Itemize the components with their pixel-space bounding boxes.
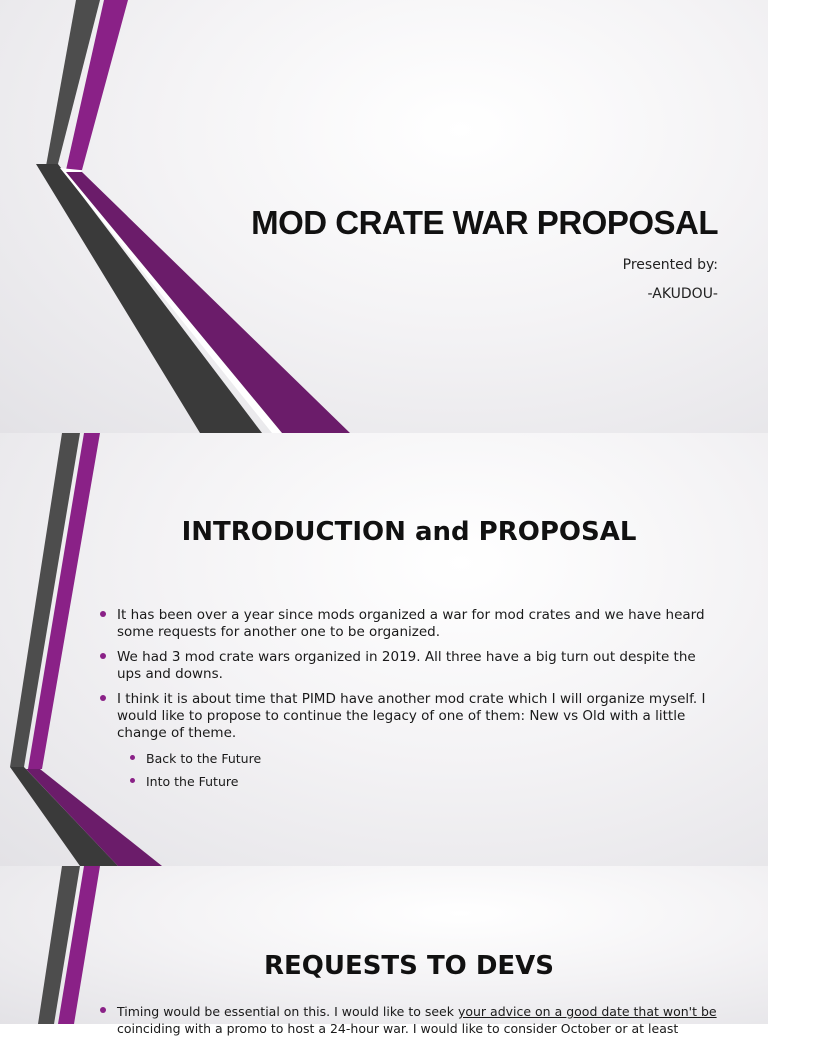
bullet-list — [117, 607, 717, 796]
bullet-item — [117, 1003, 717, 1037]
slide-introduction — [0, 433, 768, 866]
bullet-list — [117, 1003, 717, 1045]
bullet-text: Timing would be essential on this. I would like to seek — [117, 1004, 458, 1019]
bullet-item: We had 3 mod crate wars organized in 2019. All three have a big turn out despite the ups and downs. — [117, 649, 717, 683]
sub-bullet-item: Into the Future — [146, 773, 717, 790]
bullet-item: It has been over a year since mods organized a war for mod crates and we have heard some requests for another one to be organized. — [117, 607, 717, 641]
slide-requests — [0, 866, 768, 1036]
bullet-item: I think it is about time that PIMD have another mod crate which I will organize myself. I would like to propose to continue the legacy of one of them: New vs Old with a little change of theme. — [117, 691, 717, 742]
slide-title-text: MOD CRATE WAR PROPOSAL — [251, 204, 718, 241]
slide-title — [0, 0, 768, 433]
sub-bullet-item: Back to the Future — [146, 750, 717, 767]
slide-heading: INTRODUCTION and PROPOSAL — [181, 517, 637, 547]
slide-heading: REQUESTS TO DEVS — [263, 951, 555, 981]
underlined-text: your advice on a good date that won't be — [457, 1004, 717, 1019]
bullet-text-continued: coinciding with a promo to host a 24-hour war. I would like to consider October or at least — [117, 1021, 679, 1036]
author-name: -AKUDOU- — [647, 286, 718, 302]
decorative-stripes — [0, 866, 768, 1024]
presented-by-label: Presented by: — [622, 257, 718, 273]
